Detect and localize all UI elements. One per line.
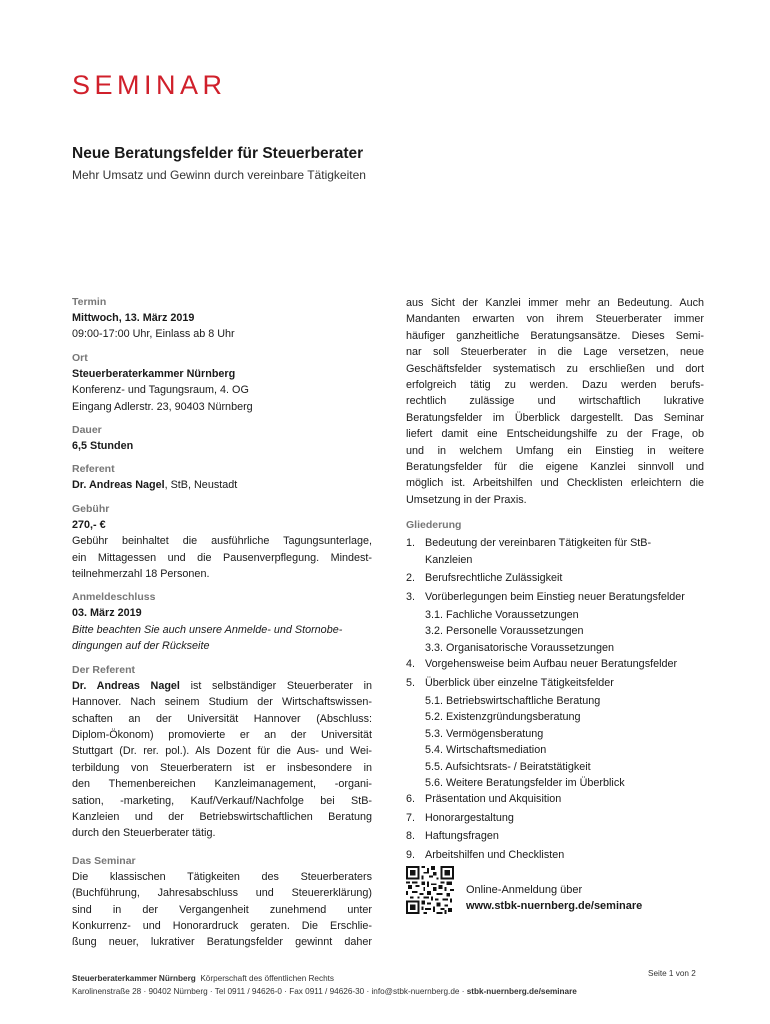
gliederung-subitem: 5.3. Vermögensberatung (425, 727, 544, 740)
gliederung-item (406, 810, 704, 826)
gliederung-subitem: 5.6. Weitere Beratungsfelder im Überblick (425, 776, 625, 789)
gebuehr-text-line: ein Mittagessen und die Pausenverpflegung. Mindest- (72, 551, 372, 564)
gliederung-item (406, 675, 704, 691)
gebuehr-text-line: Gebühr beinhaltet die ausführliche Tagungsunterlage, (72, 535, 372, 548)
der-referent-line: Diplom-Ökonom) promovierte er an der Universität (72, 728, 372, 741)
gliederung-subitem: 5.5. Aufsichtsrats- / Beiratstätigkeit (425, 760, 591, 773)
footer-address-text: Karolinenstraße 28 · 90402 Nürnberg · Tel 0911 / 94626-0 · Fax 0911 / 94626-30 · info@stbk-nuernberg.de · (72, 987, 467, 996)
der-referent-line: Kanzleien und der Betriebswirtschaftlichen Beratung (72, 810, 372, 823)
brand-heading: SEMINAR (72, 70, 227, 100)
ort-entrance: Eingang Adlerstr. 23, 90403 Nürnberg (72, 400, 253, 413)
das-seminar-cont-line: Beratungsfelder im Überblick dargestellt. Das Seminar (406, 411, 704, 424)
right-column (406, 295, 704, 865)
das-seminar-cont-line: Beratungsfelder für die eigene Kanzlei sinnvoll und (406, 461, 704, 474)
footer-web-link[interactable]: stbk-nuernberg.de/seminare (466, 987, 577, 996)
ort-room: Konferenz- und Tagungsraum, 4. OG (72, 384, 249, 397)
das-seminar-cont-line: nar soll Steuerberater in die Lage versetzen, neue (406, 346, 704, 359)
gebuehr-label: Gebühr (72, 502, 110, 515)
gliederung-item-number: 6. (406, 793, 416, 806)
gliederung-list (406, 535, 704, 863)
das-seminar-cont-line: und in welchem Umfang ein Einstieg in weitere (406, 444, 704, 457)
das-seminar-line: Die klassischen Tätigkeiten des Steuerberaters (72, 870, 372, 883)
anmeldeschluss-label: Anmeldeschluss (72, 591, 156, 604)
der-referent-label: Der Referent (72, 663, 136, 676)
gliederung-item-text: Vorgehensweise beim Aufbau neuer Beratungsfelder (425, 658, 678, 671)
ort-name: Steuerberaterkammer Nürnberg (72, 367, 236, 380)
page-number: Seite 1 von 2 (648, 969, 696, 978)
gliederung-item-text: Überblick über einzelne Tätigkeitsfelder (425, 676, 614, 689)
ort-label: Ort (72, 351, 88, 364)
der-referent-line: Stuttgart (Dr. rer. pol.). Als Dozent für die Aus- und Wei- (72, 745, 372, 758)
gliederung-item-number: 7. (406, 811, 416, 824)
das-seminar-cont-line: Mandanten erwarten von ihrem Steuerberater immer (406, 313, 704, 326)
das-seminar-cont-line: Geschäftsfelder systematisch zu erschließen und dort (406, 362, 704, 375)
das-seminar-cont-line: Umsetzung in der Praxis. (406, 493, 527, 506)
gliederung-item (406, 828, 704, 844)
gliederung-subitem: 3.2. Personelle Voraussetzungen (425, 625, 584, 638)
anmeldeschluss-date: 03. März 2019 (72, 607, 142, 620)
page-subtitle: Mehr Umsatz und Gewinn durch vereinbare Tätigkeiten (72, 168, 366, 182)
gliederung-item-text: Berufsrechtliche Zulässigkeit (425, 572, 563, 585)
footer-org-name: Steuerberaterkammer Nürnberg (72, 974, 196, 983)
termin-date: Mittwoch, 13. März 2019 (72, 312, 195, 324)
gliederung-item (406, 791, 704, 807)
termin-time: 09:00-17:00 Uhr, Einlass ab 8 Uhr (72, 328, 235, 341)
das-seminar-cont-line: möglich ist. Arbeitshilfen und Checklisten erleichtern die (406, 477, 704, 490)
der-referent-line: Hannover. Nach seinem Studium der Wirtschaftswissen- (72, 696, 372, 709)
online-label: Online-Anmeldung über (466, 884, 583, 896)
der-referent-line: schaften an der Universität Hannover (Abschluss: (72, 712, 372, 725)
gliederung-subitem: 3.1. Fachliche Voraussetzungen (425, 608, 579, 621)
left-column (72, 295, 372, 951)
anmeldeschluss-note-line: Bitte beachten Sie auch unsere Anmelde- und Stornobe- (72, 623, 343, 636)
das-seminar-cont-line: rechtlich zulässige und wirtschaftlich lukrative (406, 395, 704, 408)
referent-label: Referent (72, 463, 115, 476)
footer-org-desc: Körperschaft des öffentlichen Rechts (200, 974, 334, 983)
gliederung-subitem: 5.4. Wirtschaftsmediation (425, 744, 547, 757)
das-seminar-cont-line: erfolgreich tätig zu werden. Dazu werden berufs- (406, 379, 704, 392)
gliederung-item-text: Honorargestaltung (425, 811, 514, 824)
gliederung-item-number: 3. (406, 590, 416, 603)
gebuehr-text-line: teilnehmerzahl 18 Personen. (72, 568, 210, 581)
gliederung-item (406, 570, 704, 586)
der-referent-line: durch den Steuerberater tätig. (72, 827, 216, 840)
der-referent-line: sation, -marketing, Kauf/Verkauf/Nachfolge bei StB- (72, 794, 372, 807)
gliederung-item (406, 535, 704, 568)
das-seminar-line: (Buchführung, Jahresabschluss und Steuererklärung) (72, 887, 372, 900)
termin-label: Termin (72, 296, 107, 308)
qr-code-icon[interactable] (406, 866, 454, 914)
dauer-label: Dauer (72, 424, 102, 437)
gliederung-item-text: Haftungsfragen (425, 830, 499, 843)
gliederung-item-text: Arbeitshilfen und Checklisten (425, 848, 565, 861)
der-referent-line (72, 678, 372, 694)
das-seminar-line: ßung neuer, lukrativer Beratungsfelder gewinnt daher (72, 936, 372, 949)
gliederung-subitem: 5.1. Betriebswirtschaftliche Beratung (425, 694, 601, 707)
dauer-value: 6,5 Stunden (72, 440, 134, 453)
das-seminar-line: Konkurrenz- und Honorardruck geraten. Die Erschlie- (72, 919, 372, 932)
gliederung-item-text: Präsentation und Akquisition (425, 793, 562, 806)
das-seminar-label: Das Seminar (72, 854, 136, 867)
das-seminar-cont-line: häufiger ganzheitliche Beratungsansätze. Dieses Semi- (406, 329, 704, 342)
gliederung-item-number: 1. (406, 537, 416, 550)
das-seminar-cont-line: aus Sicht der Kanzlei immer mehr an Bedeutung. Auch (406, 297, 704, 309)
gebuehr-value: 270,- € (72, 518, 106, 531)
gliederung-item-number: 2. (406, 572, 416, 585)
gliederung-item (406, 847, 704, 863)
footer-address (72, 987, 577, 996)
der-referent-name: Dr. Andreas Nagel (72, 679, 180, 692)
gliederung-item-number: 9. (406, 848, 416, 861)
gliederung-item (406, 589, 704, 605)
gliederung-item-number: 4. (406, 658, 416, 671)
das-seminar-line: sind in der Vergangenheit zunehmend unter (72, 903, 372, 916)
der-referent-first-rest: ist selbständiger Steuerberater in (179, 679, 372, 692)
online-registration (466, 882, 642, 914)
der-referent-line: terbildung von Steuerberatern ist er insbesondere in (72, 761, 372, 774)
page-title: Neue Beratungsfelder für Steuerberater (72, 145, 364, 162)
gliederung-subitem: 5.2. Existenzgründungsberatung (425, 711, 581, 724)
gliederung-item (406, 656, 704, 672)
gliederung-item-number: 8. (406, 830, 416, 843)
das-seminar-cont-line: liefert damit eine Entscheidungshilfe zu der Frage, ob (406, 428, 704, 441)
gliederung-item-text: Vorüberlegungen beim Einstieg neuer Beratungsfelder (425, 590, 685, 603)
anmeldeschluss-note-line: dingungen auf der Rückseite (72, 640, 210, 653)
gliederung-item-number: 5. (406, 676, 416, 689)
gliederung-subitem: 3.3. Organisatorische Voraussetzungen (425, 641, 615, 654)
online-url-link[interactable]: www.stbk-nuernberg.de/seminare (466, 900, 643, 912)
der-referent-line: den Themenbereichen Kanzleimanagement, -organi- (72, 778, 372, 791)
gliederung-label: Gliederung (406, 519, 462, 532)
referent-line (72, 477, 372, 493)
referent-name: Dr. Andreas Nagel (72, 479, 165, 492)
referent-rest: , StB, Neustadt (164, 479, 238, 492)
footer-org (72, 974, 334, 983)
gliederung-item-text: Bedeutung der vereinbaren Tätigkeiten für StB-Kanzleien (425, 537, 652, 566)
